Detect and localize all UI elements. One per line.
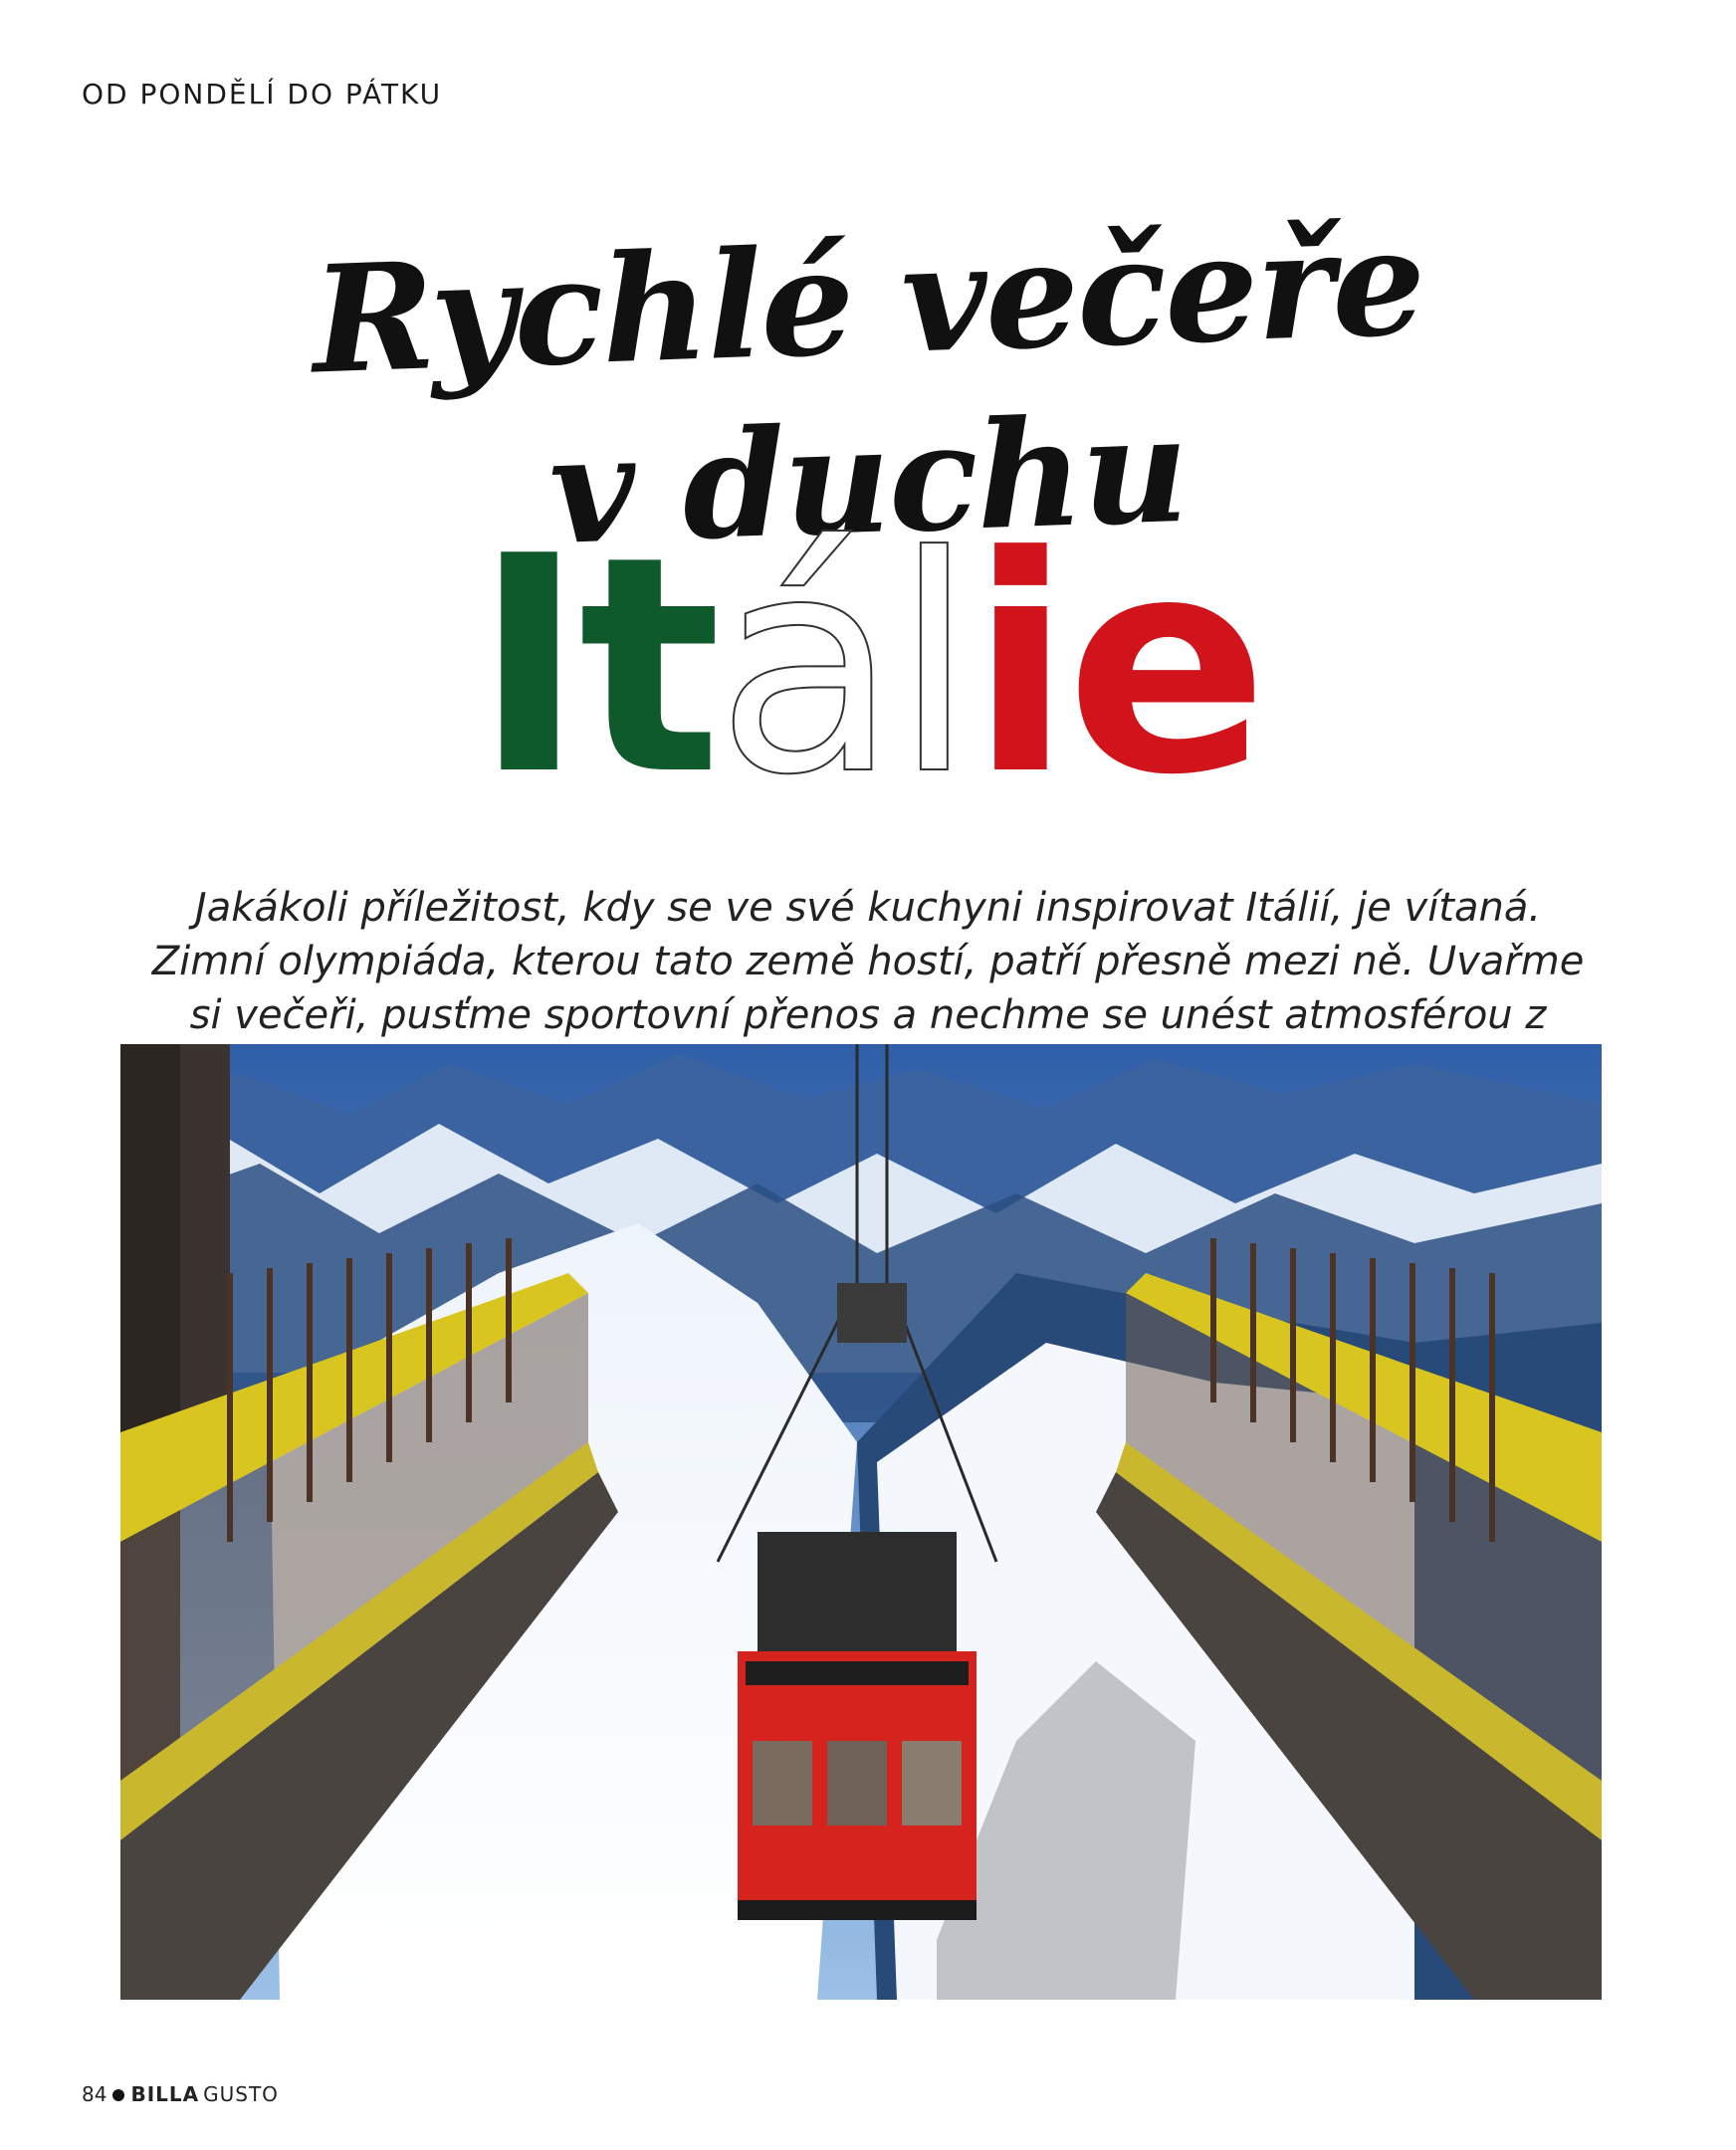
cable-car-photo <box>120 1044 1602 2000</box>
page-number: 84 <box>82 2082 108 2106</box>
section-label: OD PONDĚLÍ DO PÁTKU <box>82 78 443 110</box>
title-country-red-part: ie <box>969 493 1263 840</box>
brand-name: BILLA <box>130 2082 200 2106</box>
title-line-1: Rychlé večeře <box>310 194 1426 407</box>
bullet-icon <box>112 2089 124 2101</box>
title-country-green-part: It <box>473 493 716 840</box>
title-country-white-part: ál <box>715 493 970 840</box>
magazine-name: GUSTO <box>203 2082 279 2106</box>
title-line-2: v duchu <box>546 381 1190 578</box>
title-country <box>0 493 1736 840</box>
lead-paragraph: Jakákoli příležitost, kdy se ve své kuchyni inspirovat Itálií, je vítaná. Zimní olympiáda, kterou tato země hostí, patří přesně mezi ně. Uvařme si večeři, pusťme sportovní přenos a nechme se unést atmosférou z <box>151 885 1585 1038</box>
page-footer <box>82 2082 279 2106</box>
